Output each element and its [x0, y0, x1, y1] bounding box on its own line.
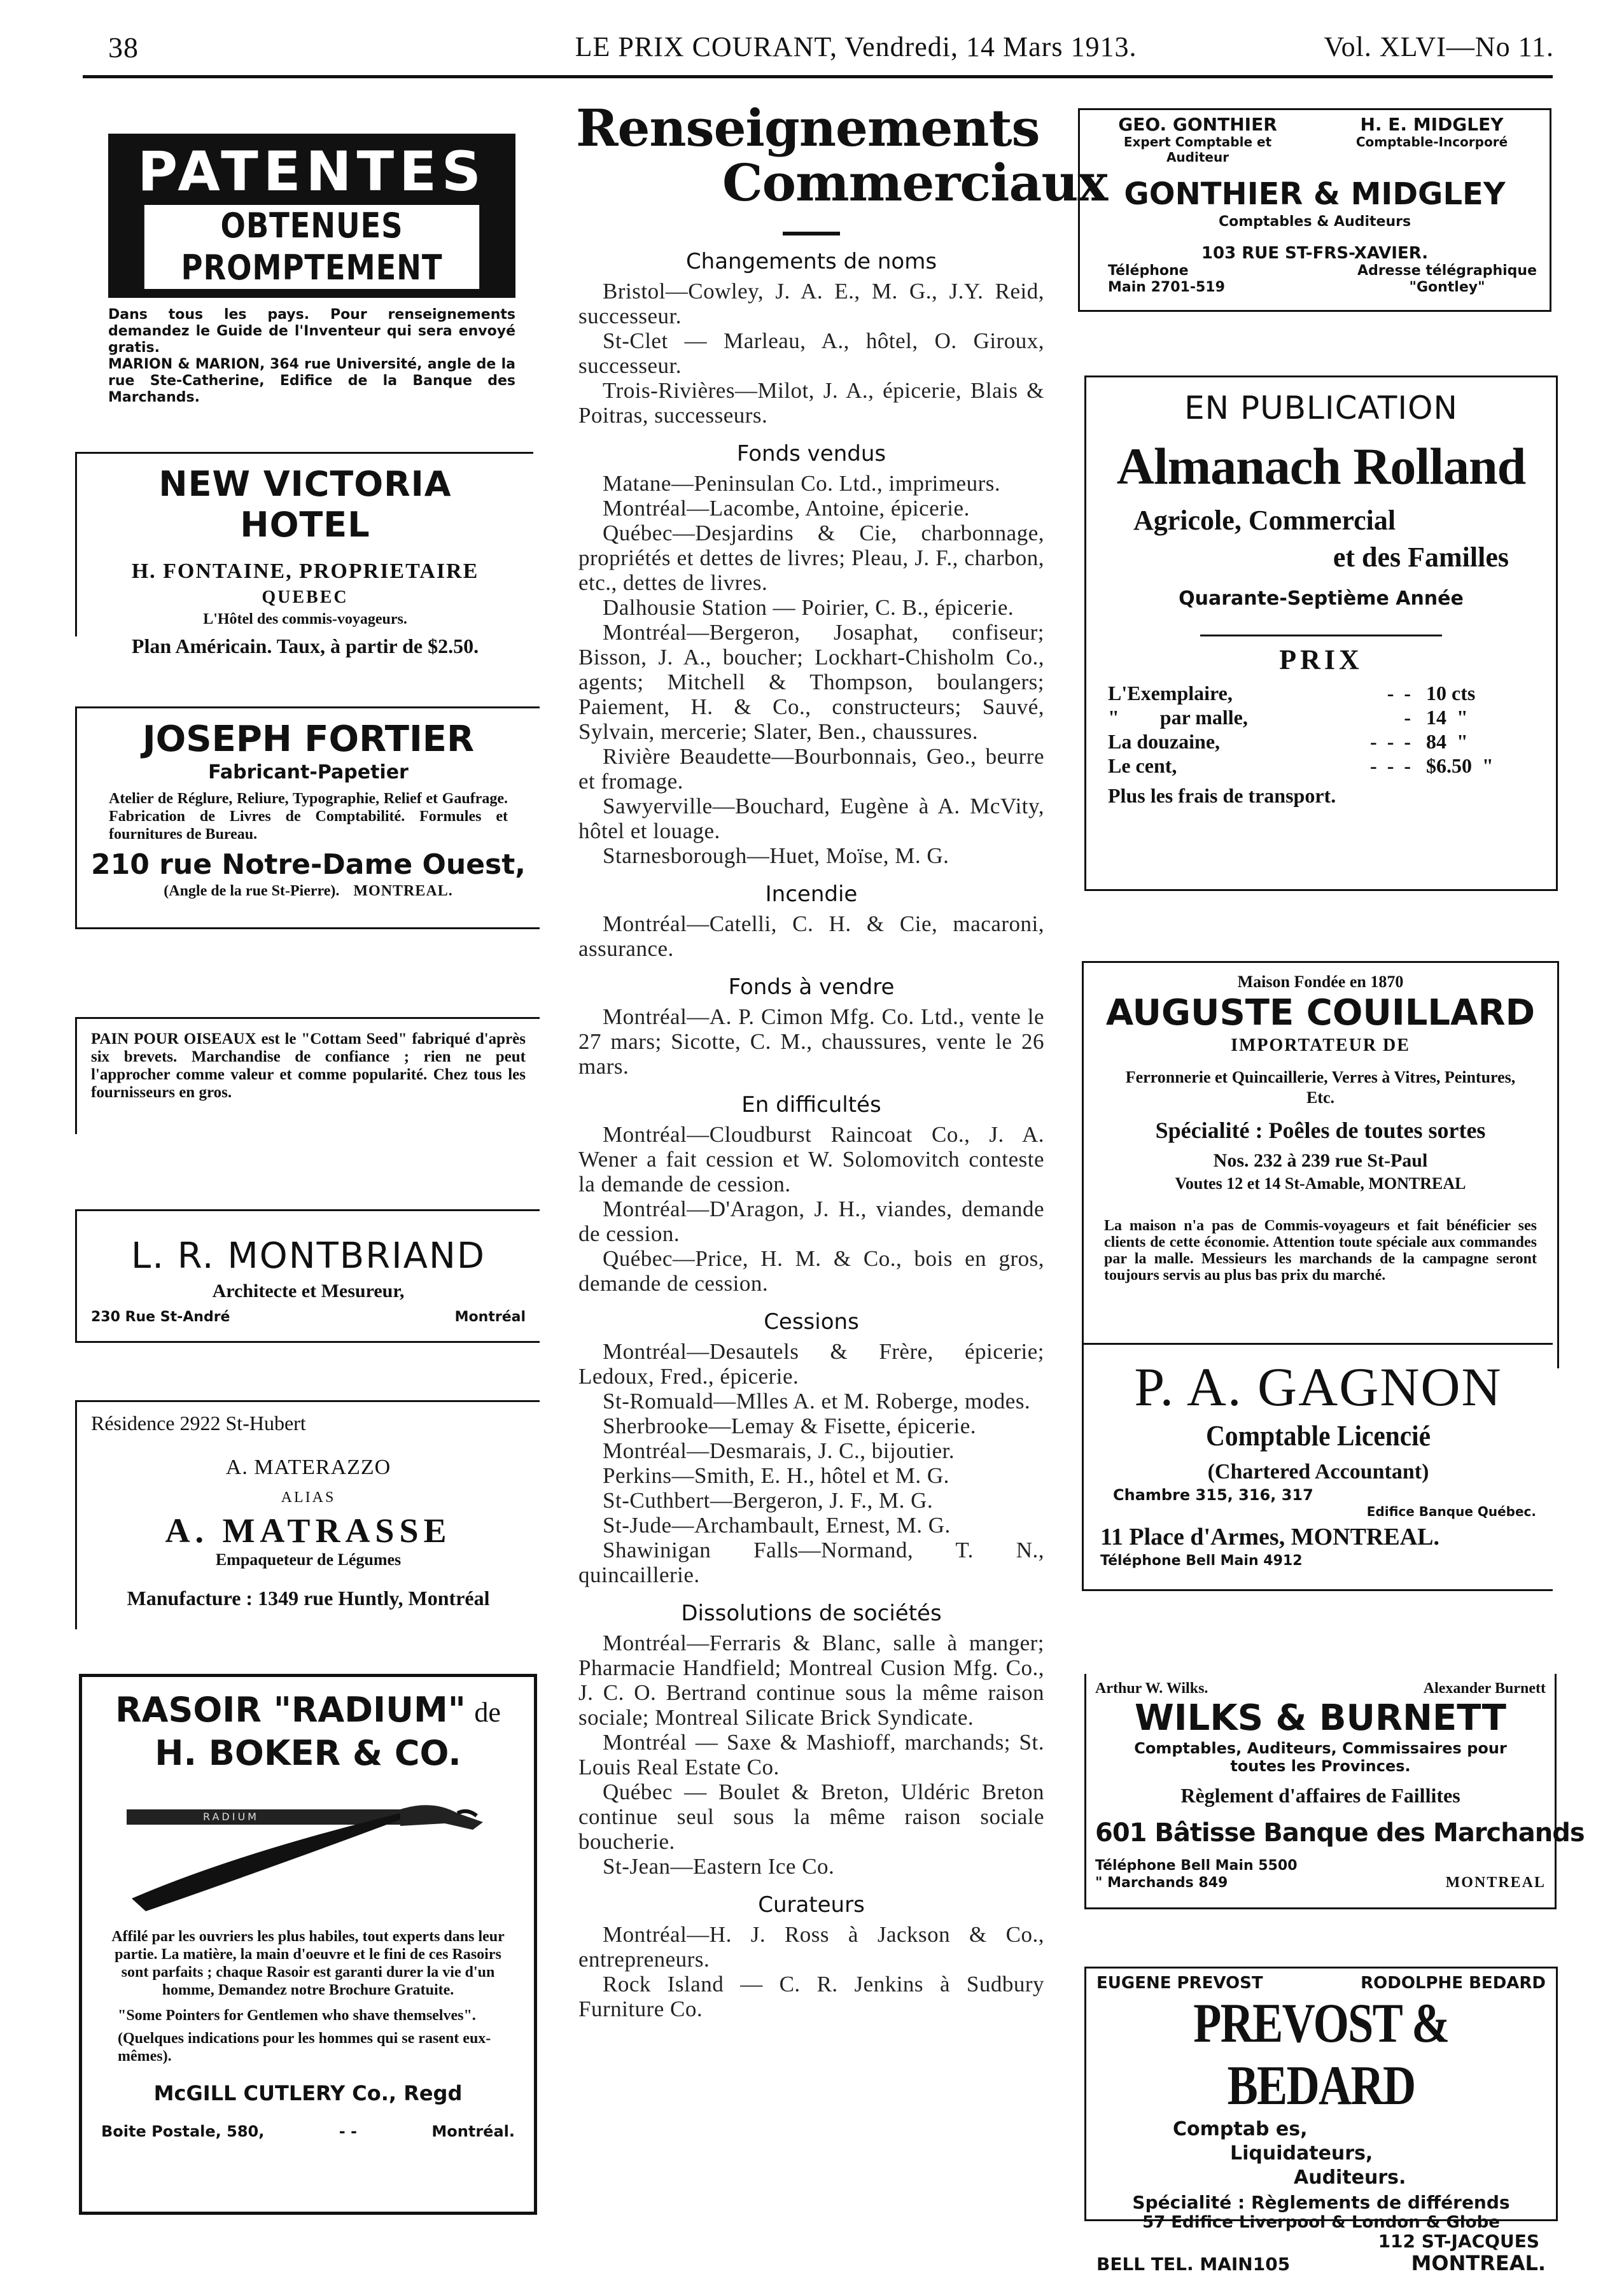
gonthier-firm: GONTHIER & MIDGLEY [1124, 176, 1506, 212]
article-entry: Québec — Boulet & Breton, Uldéric Breton continue seul sous la même raison sociale boucherie. [578, 1779, 1044, 1854]
patentes-address: 364 rue Université, angle de la rue Ste-Catherine, Edifice de la Banque des Marchands. [108, 356, 515, 405]
section-heading: Incendie [765, 881, 858, 907]
gonthier-cable-block [1357, 263, 1537, 296]
article-title-line1: Renseignements [576, 98, 1040, 158]
fortier-desc: Atelier de Réglure, Reliure, Typographie, Relief et Gaufrage. Fabrication de Livres de Comptabilité. Formules et fournitures de Bureau. [109, 790, 508, 843]
matrasse-alias: ALIAS [281, 1489, 336, 1506]
almanach-head: EN PUBLICATION [1184, 390, 1458, 426]
article-title-line2: Commerciaux [722, 153, 1108, 213]
article-entry: Montréal—Desmarais, J. C., bijoutier. [603, 1438, 955, 1463]
rasoir-maker: H. BOKER & CO. [155, 1733, 461, 1773]
price-dash: - - - [1370, 754, 1411, 777]
gonthier-contact [1093, 263, 1537, 296]
couillard-addr1: Nos. 232 à 239 rue St-Paul [1213, 1150, 1428, 1171]
rasoir-quote-fr: (Quelques indications pour les hommes qui se rasent eux-mêmes). [118, 2030, 491, 2065]
gonthier-trade: Comptables & Auditeurs [1218, 214, 1411, 230]
ad-wilks-burnett [1084, 1674, 1585, 1909]
wilks-role: Comptables, Auditeurs, Commissaires pour toutes les Provinces. [1134, 1739, 1507, 1775]
fortier-trade: Fabricant-Papetier [208, 761, 409, 783]
gagnon-tel: Téléphone Bell Main 4912 [1100, 1553, 1303, 1569]
price-dash: - [1404, 706, 1411, 729]
victoria-city: QUEBEC [262, 587, 349, 607]
couillard-name: AUGUSTE COUILLARD [1105, 992, 1536, 1034]
section-heading: Fonds à vendre [728, 974, 895, 1000]
rasoir-dots: - - [339, 2123, 358, 2140]
newspaper-title: LE PRIX COURANT, Vendredi, 14 Mars 1913. [575, 31, 1137, 62]
patentes-title: PATENTES [137, 140, 486, 204]
article-entry: Rock Island — C. R. Jenkins à Sudbury Furniture Co. [578, 1972, 1044, 2021]
almanach-prix: PRIX [1279, 644, 1363, 675]
article-sections [570, 248, 1053, 2021]
victoria-name: NEW VICTORIA HOTEL [158, 464, 452, 545]
gonthier-tel-label: Téléphone [1108, 263, 1189, 279]
article-entry: St-Jean—Eastern Ice Co. [603, 1854, 835, 1879]
article-entry: Montréal—Ferraris & Blanc, salle à manger; Pharmacie Handfield; Montreal Cusion Mfg. Co., J. C. O. Bertrand continue sous la même raison sociale; Montreal Silicate Brick Syndicate. [578, 1631, 1044, 1730]
article-entry: Perkins—Smith, E. H., hôtel et M. G. [603, 1463, 949, 1488]
rasoir-box: Boite Postale, 580, [101, 2123, 265, 2140]
rasoir-desc: Affilé par les ouvriers les plus habiles, tout experts dans leur partie. La matière, la main d'oeuvre et le fini de ces Rasoirs sont parfaits ; chaque Rasoir est garanti durer la vie d'un homme, Demandez notre Brochure Gratuite. [111, 1928, 505, 1998]
price-dash: - - [1387, 682, 1411, 705]
price-row [1108, 681, 1534, 705]
wilks-city: MONTREAL [1445, 1874, 1546, 1891]
fortier-corner: (Angle de la rue St-Pierre). [164, 883, 340, 899]
couillard-founded: Maison Fondée en 1870 [1237, 972, 1404, 991]
wilks-tel2: " Marchands 849 [1095, 1875, 1228, 1891]
gonthier-right-name: H. E. MIDGLEY [1360, 114, 1504, 135]
gagnon-role-en: (Chartered Accountant) [1207, 1460, 1429, 1484]
ad-pain-pour-oiseaux [75, 1017, 540, 1134]
price-price: $6.50 " [1426, 754, 1494, 777]
matrasse-name1: A. MATERAZZO [225, 1456, 391, 1479]
fortier-city: MONTREAL. [353, 883, 453, 899]
almanach-year: Quarante-Septième Année [1179, 587, 1464, 610]
rasoir-title-line [101, 1690, 515, 1733]
article-entry: Starnesborough—Huet, Moïse, M. G. [603, 843, 949, 868]
section-heading: Curateurs [758, 1892, 865, 1918]
gonthier-right-role: Comptable-Incorporé [1355, 134, 1508, 150]
gonthier-right [1327, 115, 1537, 150]
pain-text: PAIN POUR OISEAUX est le "Cottam Seed" fabriqué d'après six brevets. Marchandise de confiance ; rien ne peut l'approcher comme valeur et comme popularité. Chez tous les fournisseurs en gros. [91, 1030, 526, 1101]
prevost-tel: BELL TEL. MAIN105 [1096, 2254, 1291, 2274]
ad-joseph-fortier [75, 706, 540, 929]
gonthier-left [1093, 115, 1303, 165]
page-number: 38 [108, 31, 139, 64]
price-row [1108, 705, 1534, 729]
prevost-role3: Auditeurs. [1294, 2166, 1406, 2189]
wilks-left: Arthur W. Wilks. [1095, 1680, 1208, 1697]
patentes-subtitle: OBTENUES PROMPTEMENT [144, 205, 479, 289]
patentes-body: Dans tous les pays. Pour renseignements demandez le Guide de l'Inventeur qui sera envoyé gratis. [108, 307, 515, 356]
masthead-rule [783, 232, 840, 235]
header-rule [83, 75, 1553, 78]
wilks-tel-line [1095, 1874, 1546, 1891]
gagnon-bldg: Edifice Banque Québec. [1366, 1504, 1536, 1519]
ad-almanach-rolland [1084, 375, 1558, 891]
gagnon-role: Comptable Licencié [1206, 1419, 1431, 1452]
price-row [1108, 729, 1534, 754]
prevost-footer [1096, 2251, 1546, 2274]
montbriand-name: L. R. MONTBRIAND [131, 1235, 486, 1277]
ad-montbriand [75, 1209, 540, 1343]
article-entry: St-Jude—Archambault, Ernest, M. G. [603, 1513, 951, 1538]
fortier-address: 210 rue Notre-Dame Ouest, [91, 848, 526, 881]
price-label: Le cent, [1108, 754, 1177, 777]
prevost-city: MONTREAL. [1411, 2251, 1546, 2274]
almanach-rule [1200, 635, 1442, 636]
price-label: " par malle, [1108, 706, 1248, 729]
montbriand-address: 230 Rue St-André [91, 1309, 230, 1325]
rasoir-city: Montréal. [431, 2123, 515, 2140]
article-entry: Rivière Beaudette—Bourbonnais, Geo., beurre et fromage. [578, 744, 1044, 794]
rasoir-quote: "Some Pointers for Gentlemen who shave themselves". [118, 2007, 476, 2024]
ad-patentes [108, 134, 515, 406]
razor-icon [101, 1784, 508, 1918]
prevost-right: RODOLPHE BEDARD [1361, 1974, 1546, 1993]
section-heading: Fonds vendus [736, 441, 886, 467]
gonthier-address: 103 RUE ST-FRS-XAVIER. [1201, 244, 1429, 263]
patentes-firm: MARION & MARION, [108, 356, 265, 372]
article-entry: Dalhousie Station — Poirier, C. B., épicerie. [603, 595, 1014, 620]
gagnon-rooms: Chambre 315, 316, 317 [1113, 1486, 1313, 1504]
wilks-tel1: Téléphone Bell Main 5500 [1095, 1858, 1298, 1874]
matrasse-role: Empaqueteur de Légumes [215, 1550, 402, 1569]
price-label: La douzaine, [1108, 730, 1221, 753]
article-entry: Montréal—Bergeron, Josaphat, confiseur; Bisson, J. A., boucher; Lockhart-Chisholm Co., agents; Mitchell & Thompson, boulangers; Paiement, H. & Co., constructeurs; Sauvé, Sylvain, mercerie; Slater, Ben., chaussures. [578, 620, 1044, 744]
couillard-special: Spécialité : Poêles de toutes sortes [1155, 1118, 1486, 1143]
article-entry: Montréal—Lacombe, Antoine, épicerie. [603, 496, 970, 521]
prevost-special: Spécialité : Règlements de différends [1132, 2192, 1510, 2213]
almanach-sub2: et des Familles [1333, 542, 1509, 573]
almanach-price-list [1108, 681, 1534, 778]
article-entry: Shawinigan Falls—Normand, T. N., quincaillerie. [578, 1538, 1044, 1587]
couillard-note: La maison n'a pas de Commis-voyageurs et fait bénéficier ses clients de cette économie. Attention toute spéciale aux commandes par la malle. Messieurs les marchands de la campagne seront toujours servis au plus bas prix du marché. [1104, 1218, 1537, 1284]
article-entry: Québec—Price, H. M. & Co., bois en gros, demande de cession. [578, 1246, 1044, 1296]
montbriand-address-line [91, 1309, 526, 1325]
razor-illustration [101, 1784, 515, 1918]
prevost-addr1: 57 Edifice Liverpool & London & Globe [1142, 2213, 1500, 2232]
article-entry: Matane—Peninsulan Co. Ltd., imprimeurs. [603, 471, 1001, 496]
article-entry: Montréal—Cloudburst Raincoat Co., J. A. Wener a fait cession et W. Solomovitch conteste la demande de cession. [578, 1122, 1044, 1197]
prevost-role1: Comptab es, [1173, 2118, 1308, 2140]
ad-matrasse [75, 1400, 540, 1629]
article-entry: Montréal—Desautels & Frère, épicerie; Ledoux, Fred., épicerie. [578, 1339, 1044, 1389]
article-entry: Montréal—D'Aragon, J. H., viandes, demande de cession. [578, 1197, 1044, 1246]
wilks-partners [1095, 1680, 1546, 1697]
victoria-rate: Plan Américain. Taux, à partir de $2.50. [131, 635, 479, 657]
article-entry: Montréal—H. J. Ross à Jackson & Co., entrepreneurs. [578, 1922, 1044, 1972]
price-row [1108, 754, 1534, 778]
almanach-note: Plus les frais de transport. [1108, 784, 1336, 807]
price-price: 84 " [1426, 730, 1468, 753]
montbriand-role: Architecte et Mesureur, [212, 1281, 405, 1302]
victoria-owner: H. FONTAINE, PROPRIETAIRE [131, 559, 479, 583]
article-column [570, 95, 1108, 2021]
matrasse-factory: Manufacture : 1349 rue Huntly, Montréal [127, 1587, 490, 1610]
prevost-role2: Liquidateurs, [1230, 2142, 1373, 2165]
price-dash: - - - [1370, 730, 1411, 753]
article-entry: Montréal—Catelli, C. H. & Cie, macaroni, assurance. [578, 911, 1044, 961]
couillard-role: IMPORTATEUR DE [1231, 1035, 1410, 1055]
fortier-corner-line [91, 883, 526, 900]
article-masthead [570, 98, 1108, 213]
rasoir-footer [101, 2123, 515, 2140]
article-entry: Sherbrooke—Lemay & Fisette, épicerie. [603, 1414, 977, 1438]
ad-prevost-bedard [1084, 1967, 1558, 2274]
matrasse-name2: A. MATRASSE [165, 1512, 452, 1550]
wilks-right: Alexander Burnett [1423, 1680, 1546, 1697]
wilks-special: Règlement d'affaires de Faillites [1180, 1784, 1460, 1807]
patentes-banner [108, 134, 515, 298]
page-header [108, 25, 1554, 76]
ad-gonthier-midgley [1078, 108, 1551, 312]
prevost-addr2: 112 ST-JACQUES [1378, 2231, 1539, 2252]
gonthier-tel-block [1093, 263, 1225, 296]
victoria-note: L'Hôtel des commis-voyageurs. [203, 611, 407, 628]
price-price: 14 " [1426, 706, 1468, 729]
gonthier-left-name: GEO. GONTHIER [1118, 114, 1277, 135]
prevost-firm: PREVOST & BEDARD [1193, 1993, 1449, 2117]
gonthier-left-role: Expert Comptable et Auditeur [1123, 134, 1272, 165]
razor-blade-label: RADIUM [203, 1811, 259, 1823]
wilks-address: 601 Bâtisse Banque des Marchands [1095, 1818, 1585, 1848]
ad-pa-gagnon [1082, 1343, 1553, 1591]
ad-auguste-couillard [1082, 961, 1559, 1368]
almanach-sub1: Agricole, Commercial [1133, 505, 1396, 536]
couillard-addr2: Voutes 12 et 14 St-Amable, MONTREAL [1175, 1174, 1466, 1193]
article-entry: Québec—Desjardins & Cie, charbonnage, propriétés et dettes de livres; Pleau, J. F., charbon, etc., dettes de livres. [578, 521, 1044, 595]
ad-new-victoria-hotel [75, 452, 533, 657]
almanach-title: Almanach Rolland [1116, 437, 1526, 495]
article-entry: Trois-Rivières—Milot, J. A., épicerie, Blais & Poitras, successeurs. [578, 378, 1044, 428]
article-entry: Bristol—Cowley, J. A. E., M. G., J.Y. Reid, successeur. [578, 279, 1044, 328]
volume-number: Vol. XLVI—No 11. [1324, 31, 1554, 62]
gonthier-tel: Main 2701-519 [1108, 279, 1225, 295]
article-entry: St-Clet — Marleau, A., hôtel, O. Giroux, successeur. [578, 328, 1044, 378]
prevost-left: EUGENE PREVOST [1096, 1974, 1263, 1993]
rasoir-title: RASOIR "RADIUM" [115, 1690, 466, 1730]
article-entry: Montréal — Saxe & Mashioff, marchands; St. Louis Real Estate Co. [578, 1730, 1044, 1779]
article-entry: Sawyerville—Bouchard, Eugène à A. McVity, hôtel et louage. [578, 794, 1044, 843]
wilks-firm: WILKS & BURNETT [1135, 1697, 1506, 1739]
gonthier-partners [1093, 115, 1537, 165]
section-heading: Changements de noms [685, 249, 937, 274]
price-label: L'Exemplaire, [1108, 682, 1233, 705]
gonthier-cable-label: Adresse télégraphique [1357, 263, 1537, 279]
montbriand-city: Montréal [454, 1309, 526, 1325]
article-entry: St-Romuald—Mlles A. et M. Roberge, modes. [603, 1389, 1031, 1414]
section-heading: Cessions [764, 1309, 859, 1335]
gagnon-name: P. A. GAGNON [1134, 1356, 1502, 1417]
section-heading: Dissolutions de sociétés [681, 1601, 942, 1626]
rasoir-firm: McGILL CUTLERY Co., Regd [153, 2081, 463, 2105]
fortier-name: JOSEPH FORTIER [142, 719, 475, 760]
article-entry: St-Cuthbert—Bergeron, J. F., M. G. [603, 1488, 934, 1513]
section-heading: En difficultés [741, 1092, 881, 1118]
matrasse-residence: Résidence 2922 St-Hubert [91, 1412, 306, 1435]
prevost-partners [1096, 1974, 1546, 1993]
patentes-contact [108, 356, 515, 406]
rasoir-de: de [474, 1697, 501, 1728]
gagnon-address: 11 Place d'Armes, MONTREAL. [1100, 1524, 1440, 1550]
couillard-goods: Ferronnerie et Quincaillerie, Verres à Vitres, Peintures, Etc. [1125, 1068, 1516, 1107]
price-price: 10 cts [1426, 682, 1476, 705]
gonthier-cable: "Gontley" [1409, 279, 1485, 295]
ad-rasoir-radium [79, 1674, 537, 2215]
article-entry: Montréal—A. P. Cimon Mfg. Co. Ltd., vente le 27 mars; Sicotte, C. M., chaussures, vente le 26 mars. [578, 1004, 1044, 1079]
